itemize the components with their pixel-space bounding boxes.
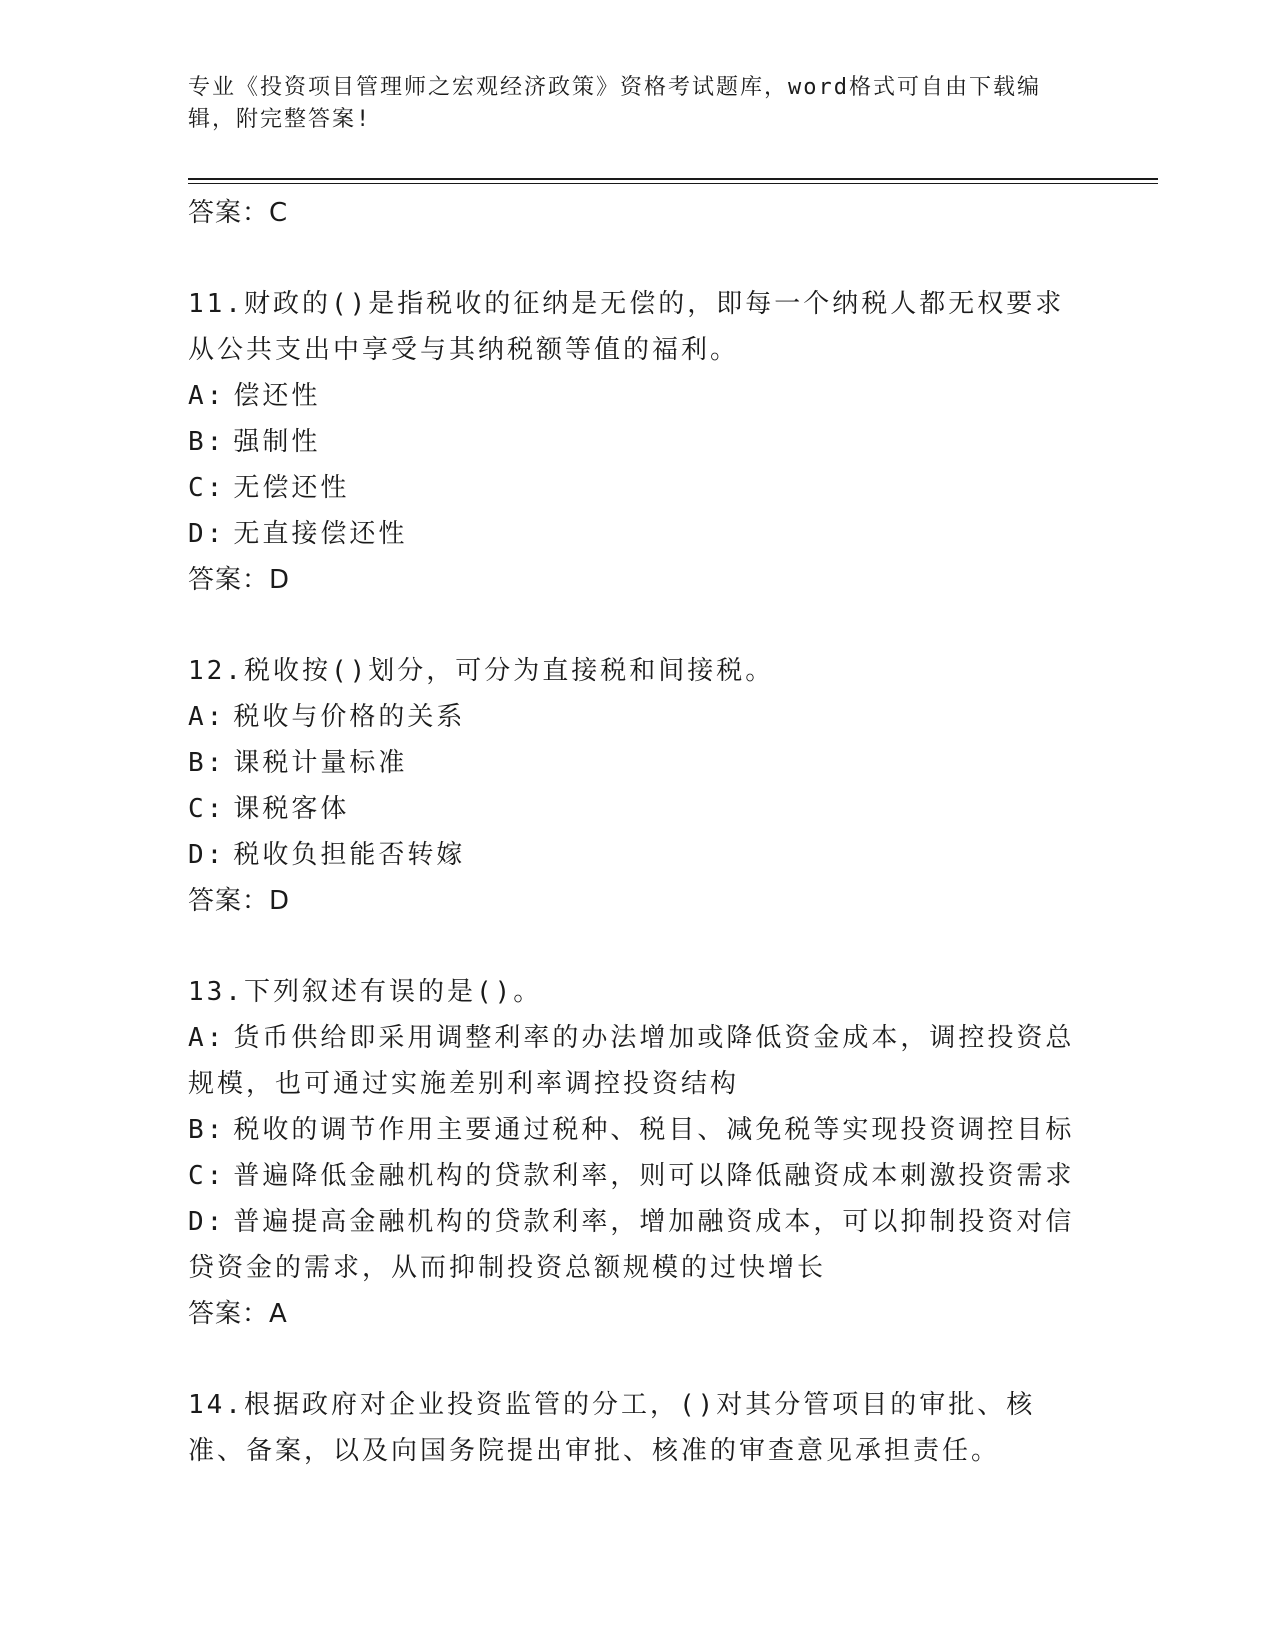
option-text: 课税计量标准: [233, 748, 408, 778]
option-d: [188, 1199, 1088, 1291]
option-key: B:: [188, 427, 226, 457]
option-c: [188, 1153, 1088, 1199]
option-c: [188, 786, 1088, 832]
option-text: 普遍降低金融机构的贷款利率，则可以降低融资成本刺激投资需求: [233, 1161, 1075, 1191]
option-key: C:: [188, 794, 226, 824]
page-header: 专业《投资项目管理师之宏观经济政策》资格考试题库，word格式可自由下载编辑，附完整答案!: [188, 75, 1041, 132]
option-text: 税收负担能否转嫁: [233, 840, 466, 870]
option-key: D:: [188, 1207, 226, 1237]
option-text: 偿还性: [233, 381, 321, 411]
option-text: 税收与价格的关系: [233, 702, 466, 732]
answer-line: 答案：A: [188, 1299, 288, 1329]
question-11: [188, 281, 1088, 603]
option-a: [188, 1015, 1088, 1107]
option-b: [188, 1107, 1088, 1153]
option-text: 无偿还性: [233, 473, 350, 503]
option-key: B:: [188, 1115, 226, 1145]
answer-line: 答案：D: [188, 886, 291, 916]
option-key: D:: [188, 840, 226, 870]
question-12: [188, 648, 1088, 924]
option-text: 强制性: [233, 427, 321, 457]
question-stem: 11.财政的()是指税收的征纳是无偿的，即每一个纳税人都无权要求从公共支出中享受与其纳税额等值的福利。: [188, 289, 1065, 365]
question-13: [188, 969, 1088, 1337]
option-key: D:: [188, 519, 226, 549]
question-stem: 13.下列叙述有误的是()。: [188, 977, 543, 1007]
question-stem: 12.税收按()划分，可分为直接税和间接税。: [188, 656, 775, 686]
option-text: 课税客体: [233, 794, 350, 824]
option-key: C:: [188, 473, 226, 503]
option-key: B:: [188, 748, 226, 778]
question-14: [188, 1382, 1088, 1474]
option-key: A:: [188, 1023, 226, 1053]
previous-answer: 答案：C: [188, 198, 289, 228]
question-stem: 14.根据政府对企业投资监管的分工，()对其分管项目的审批、核准、备案，以及向国务院提出审批、核准的审查意见承担责任。: [188, 1390, 1036, 1466]
header-divider-thick: [188, 178, 1158, 180]
option-a: [188, 373, 1088, 419]
document-body: [188, 190, 1088, 1474]
option-b: [188, 740, 1088, 786]
option-text: 无直接偿还性: [233, 519, 408, 549]
option-b: [188, 419, 1088, 465]
option-c: [188, 465, 1088, 511]
option-text: 普遍提高金融机构的贷款利率，增加融资成本，可以抑制投资对信贷资金的需求，从而抑制投资总额规模的过快增长: [188, 1207, 1075, 1283]
option-d: [188, 832, 1088, 878]
option-key: A:: [188, 381, 226, 411]
header-divider-thin: [188, 183, 1158, 184]
option-key: A:: [188, 702, 226, 732]
option-text: 货币供给即采用调整利率的办法增加或降低资金成本，调控投资总规模，也可通过实施差别利率调控投资结构: [188, 1023, 1075, 1099]
option-d: [188, 511, 1088, 557]
answer-line: 答案：D: [188, 565, 291, 595]
option-key: C:: [188, 1161, 226, 1191]
option-a: [188, 694, 1088, 740]
option-text: 税收的调节作用主要通过税种、税目、减免税等实现投资调控目标: [233, 1115, 1075, 1145]
